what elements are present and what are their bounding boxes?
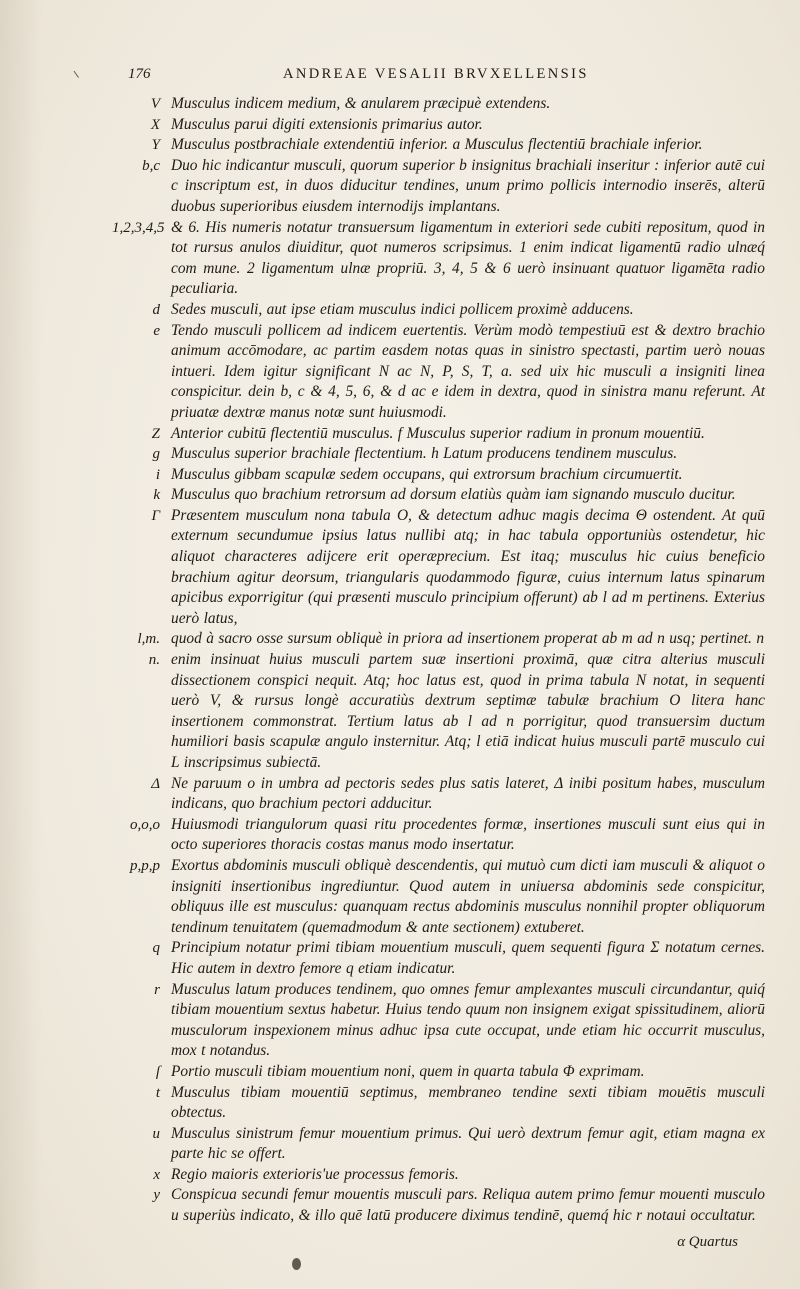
entry-marker: o,o,o [130, 816, 160, 833]
entry-marker: ſ [155, 1063, 160, 1080]
legend-entry [0, 444, 800, 465]
entry-marker: Γ [151, 507, 160, 524]
legend-entry [0, 650, 800, 774]
entry-text: Regio maioris exterioris'ue processus femoris. [171, 1165, 459, 1183]
entry-marker: l,m. [137, 631, 160, 648]
legend-entry [0, 1165, 800, 1186]
entry-marker: X [150, 116, 160, 133]
entry-marker: k [153, 487, 160, 504]
entry-marker: Y [151, 137, 160, 154]
legend-entry [0, 300, 800, 321]
entry-text: Præsentem musculum nona tabula O, & detectum adhuc magis decima Θ ostendent. At quū externum secundumue ipsius latus nullibi atq; in hac tabula opportuniùs ostendetur, hic aliquot characteres adijcere erit operæprecium. Est itaq; musculus hic cuius beneficio brachium agitur deorsum, triangularis quodammodo figuræ, cuius internum latus spinarum apicibus exporrigitur (qui præsenti musculo principium offerunt) ab l ad m pertinens. Exterius uerò latus, [171, 506, 765, 627]
catchword: α Quartus [677, 1234, 738, 1250]
entry-text: Anterior cubitū flectentiū musculus. f Musculus superior radium in pronum mouentiū. [171, 424, 705, 442]
entry-text: Conspicua secundi femur mouentis musculi pars. Reliqua autem primo femur mouenti musculo u superiùs indicato, & illo quē latū producere diximus tendinē, quemq́ hic r notaui occultatur. [171, 1186, 765, 1225]
legend-entry [0, 94, 800, 115]
entry-marker: q [152, 940, 160, 957]
legend-entry [0, 774, 800, 815]
legend-entry [0, 1083, 800, 1124]
entry-text: Principium notatur primi tibiam mouentium musculi, quem sequenti figura Σ notatum cernes. Hic autem in dextro femore q etiam indicatur. [171, 939, 765, 977]
entry-marker: r [154, 981, 160, 998]
legend-entry [0, 424, 800, 445]
entry-marker: Δ [151, 775, 160, 792]
entry-marker: g [152, 446, 160, 463]
entry-marker: d [152, 301, 160, 318]
entry-text: enim insinuat huius musculi partem suæ insertioni proximā, quæ citra alterius musculi dissectionem conspici nequit. Atq; hoc latus est, quod in prima tabula N notat, in sequenti uerò V, & rursus longè accuratiùs dextrum septimæ tabulæ brachium O litera hanc insertionem commonstrat. Tertium latus ab l ad n porrigitur, quod transuersim ductum humiliori basis scapulæ angulo insternitur. Atq; l etiā indicat huius musculi partē musculo cui L inscripsimus subiectā. [171, 651, 765, 771]
page-header [128, 66, 648, 90]
entry-text: Musculus parui digiti extensionis primarius autor. [171, 115, 483, 133]
legend-entry [0, 938, 800, 979]
entry-marker: i [155, 466, 160, 483]
entry-text: Musculus quo brachium retrorsum ad dorsum elatiùs quàm iam signando musculo ducitur. [171, 486, 736, 504]
legend-entry [0, 115, 800, 136]
entry-marker: y [153, 1187, 160, 1204]
legend-entry [0, 629, 800, 650]
entry-text: Ne paruum o in umbra ad pectoris sedes plus satis lateret, Δ inibi positum habes, musculum indicans, quo brachium pectori adducitur. [171, 774, 765, 813]
entry-marker: Z [151, 425, 160, 442]
margin-mark [74, 66, 86, 78]
entry-text: Musculus latum produces tendinem, quo omnes femur amplexantes musculi circundantur, quiq́ tibiam mouentium sextus habetur. Huius tendo quum non insignem exigat spissitudinem, aliorū musculorum inspexionem minus adhuc ipsa cute occupat, unde etiam hic occurrit musculus, mox t notandus. [171, 980, 765, 1060]
running-head: ANDREAE VESALII BRVXELLENSIS [283, 66, 589, 82]
legend-entry [0, 485, 800, 506]
entry-marker: V [150, 96, 160, 112]
legend-entry [0, 980, 800, 1062]
entry-text: Exortus abdominis musculi obliquè descendentis, qui mutuò cum dicti iam musculi & aliquot o insigniti insertionibus ingrediuntur. Quod autem in uniuersa abdominis sede conspicitur, obliquus ille est musculus: quanquam rectus abdominis musculus nonnihil propter obliquorum tendinum tenuitatem (quemadmodum & ante sectionem) extuberet. [171, 856, 765, 936]
entry-text: Musculus postbrachiale extendentiū inferior. a Musculus flectentiū brachiale inferior. [171, 136, 703, 154]
legend-entry [0, 1124, 800, 1165]
entry-text: Sedes musculi, aut ipse etiam musculus indici pollicem proximè adducens. [171, 300, 634, 318]
entry-text: quod à sacro osse sursum obliquè in priora ad insertionem properat ab m ad n usq; pertinet. n [171, 630, 765, 648]
legend-entry [0, 156, 800, 218]
entry-marker: x [153, 1166, 160, 1183]
legend-body [0, 94, 800, 1227]
entry-text: Musculus sinistrum femur mouentium primus. Qui uerò dextrum femur agit, etiam magna ex parte hic se offert. [171, 1124, 765, 1163]
entry-text: Huiusmodi triangulorum quasi ritu procedentes formæ, insertiones musculi sunt eius qui in octo superiores thoracis costas manus modo insertatur. [171, 815, 765, 854]
legend-entry [0, 1185, 800, 1226]
legend-entry [0, 321, 800, 424]
entry-marker: t [155, 1084, 160, 1101]
entry-marker: u [152, 1125, 160, 1142]
entry-text: Musculus gibbam scapulæ sedem occupans, qui extrorsum brachium circumuertit. [171, 465, 683, 483]
entry-text: Musculus tibiam mouentiū septimus, membraneo tendine sexti tibiam mouētis musculi obtectus. [171, 1083, 765, 1122]
entry-text: Tendo musculi pollicem ad indicem euertentis. Verùm modò tempestiuū est & dextro brachio animum accōmodare, ac partim easdem notas quas in sinistro spectasti, partim uerò nouas intueri. Idem igitur significant N ac N, P, S, T, a. sed uix hic musculi a insigniti linea conspicitur. dein b, c & 4, 5, 6, & d ac e idem in dextra, quod in sinistra manu referunt. At priuatæ dextræ manus notæ sunt huiusmodi. [171, 321, 765, 421]
legend-entry [0, 506, 800, 630]
legend-entry [0, 856, 800, 938]
legend-entry [0, 218, 800, 300]
entry-marker: 1,2,3,4,5 [112, 219, 165, 236]
entry-marker: b,c [142, 157, 160, 174]
legend-entry [0, 1062, 800, 1083]
entry-text: Musculus indicem medium, & anularem præcipuè extendens. [171, 95, 551, 112]
folio-number: 176 [128, 66, 151, 82]
entry-text: Musculus superior brachiale flectentium. h Latum producens tendinem musculus. [171, 445, 678, 463]
entry-text: & 6. His numeris notatur transuersum ligamentum in exteriori sede cubiti repositum, quod in tot rursus anulos diuiditur, quot numeros scripsimus. 1 enim indicat ligamentū radio ulnæq́ com mune. 2 ligamentum ulnæ propriū. 3, 4, 5 & 6 uerò insinuant quatuor ligamēta radio peculiaria. [171, 218, 765, 298]
legend-entry [0, 135, 800, 156]
entry-text: Portio musculi tibiam mouentium noni, quem in quarta tabula Φ exprimam. [171, 1062, 645, 1080]
entry-marker: p,p,p [130, 857, 160, 874]
entry-marker: n. [148, 652, 160, 669]
ink-blot [292, 1258, 301, 1270]
entry-marker: e [153, 322, 160, 339]
legend-entry [0, 465, 800, 486]
entry-text: Duo hic indicantur musculi, quorum superior b insignitus brachiali inseritur : inferior autē cui c inscriptum est, in duos diducitur tendines, unum primo pollicis internodio inserēs, alterū duobus superioribus eiusdem internodijs implantans. [171, 156, 765, 215]
legend-entry [0, 815, 800, 856]
